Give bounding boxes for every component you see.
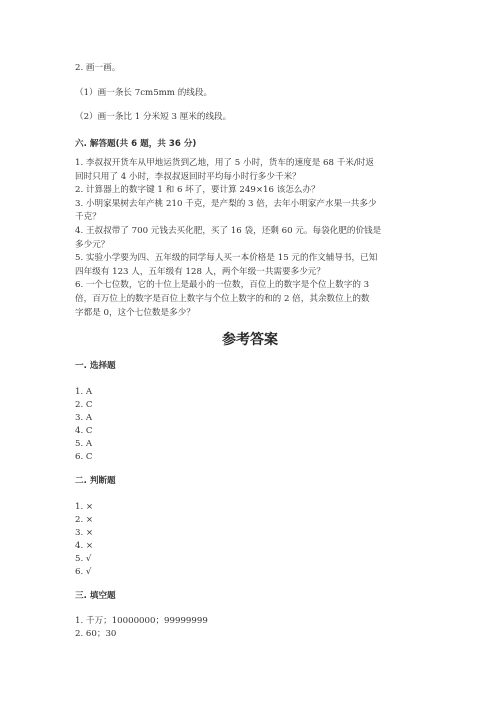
answer-item: 1. 千万；10000000；99999999 [75, 616, 208, 626]
question-line: 倍，百万位上的数字是百位上数字与个位上数字的和的 2 倍，其余数位上的数 [75, 293, 370, 304]
answer-item: 6. √ [75, 567, 92, 577]
question-line: 千克？ [75, 212, 101, 223]
question-line: 多少元？ [75, 239, 110, 250]
draw-item-1: （1）画一条长 7cm5mm 的线段。 [75, 88, 213, 98]
question-line: 4. 王叔叔带了 700 元钱去买化肥，买了 16 袋，还剩 60 元。每袋化肥的价钱是 [75, 225, 382, 236]
answer-item: 2. × [75, 515, 94, 525]
answer-item: 2. 60；30 [75, 629, 117, 639]
answer-item: 5. √ [75, 554, 92, 564]
judge-heading: 二. 判断题 [75, 476, 116, 486]
draw-item-2: （2）画一条比 1 分米短 3 厘米的线段。 [75, 112, 232, 122]
choice-heading: 一. 选择题 [75, 361, 116, 371]
answer-item: 3. × [75, 528, 94, 538]
answer-item: 4. × [75, 541, 94, 551]
answer-item: 5. A [75, 439, 93, 449]
answer-item: 4. C [75, 426, 93, 436]
question-line: 2. 计算器上的数字键 1 和 6 坏了，要计算 249×16 该怎么办？ [75, 185, 320, 196]
question-line: 5. 实验小学要为四、五年级的同学每人买一本价格是 15 元的作文辅导书，已知 [75, 253, 378, 264]
question-line: 1. 李叔叔开货车从甲地运货到乙地，用了 5 小时，货车的速度是 68 千米/时返 [75, 158, 374, 168]
answer-item: 2. C [75, 400, 93, 410]
question-line: 3. 小明家果树去年产桃 210 千克，是产梨的 3 倍，去年小明家产水果一共多少 [75, 198, 377, 209]
answer-item: 1. A [75, 387, 93, 397]
answer-item: 6. C [75, 452, 93, 462]
question-line: 字都是 0，这个七位数是多少？ [75, 307, 195, 318]
section-6-questions [75, 157, 431, 320]
question-line: 四年级有 123 人，五年级有 128 人，两个年级一共需要多少元？ [75, 266, 325, 277]
section-6-heading: 六. 解答题(共 6 题，共 36 分) [75, 139, 197, 149]
question-line: 6. 一个七位数，它的十位上是最小的一位数，百位上的数字是个位上数字的 3 [75, 280, 370, 291]
question-line: 回时只用了 4 小时，李叔叔返回时平均每小时行多少千米？ [75, 171, 301, 182]
answers-title: 参考答案 [222, 332, 278, 348]
draw-heading: 2. 画一画。 [75, 63, 121, 73]
answer-item: 1. × [75, 502, 94, 512]
fill-heading: 三. 填空题 [75, 591, 116, 601]
answer-item: 3. A [75, 413, 93, 423]
